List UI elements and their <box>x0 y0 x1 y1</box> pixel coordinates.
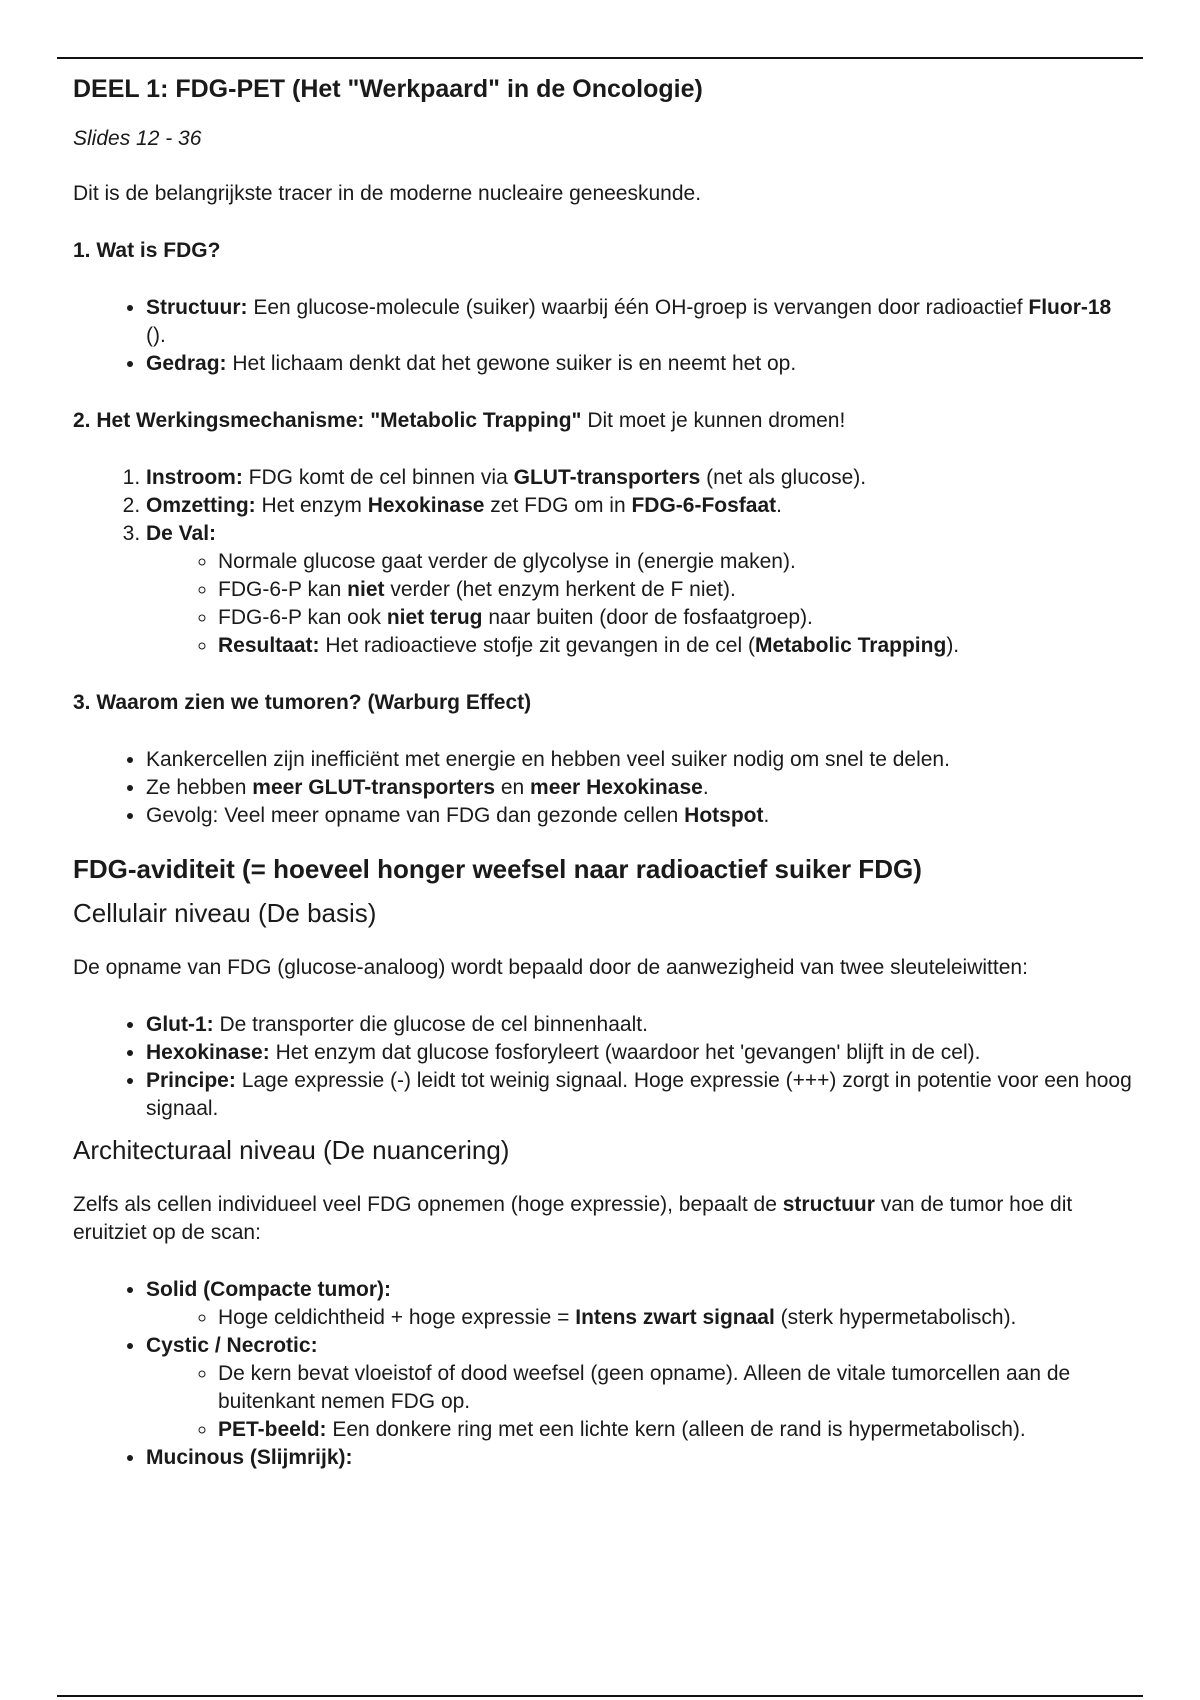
solid-sublist <box>146 1304 1133 1332</box>
heading-mechanism: 2. Het Werkingsmechanisme: "Metabolic Trapping" Dit moet je kunnen dromen! <box>73 409 846 432</box>
list-item: • Principe: Lage expressie (-) leidt tot weinig signaal. Hoge expressie (+++) zorgt in potentie voor een hoog signaal. <box>146 1067 1133 1123</box>
slides-reference: Slides 12 - 36 <box>73 127 202 150</box>
heading-warburg: 3. Waarom zien we tumoren? (Warburg Effect) <box>73 691 532 714</box>
heading-cellular-level: Cellulair niveau (De basis) <box>73 898 377 928</box>
list-item: ◦ FDG-6-P kan niet verder (het enzym herkent de F niet). <box>218 576 1133 604</box>
list-item: • Mucinous (Slijmrijk): <box>146 1444 1133 1472</box>
fdg-definition-list <box>73 294 1133 378</box>
list-item: 3. De Val: ◦ Normale glucose gaat verder de glycolyse in (energie maken). ◦ FDG-6-P kan niet verder (het enzym herkent de F niet). ◦ FDG-6-P kan ook niet terug naar buiten (door de fosfaatgroep). ◦ Resultaat: Het radioactieve stofje zit gevangen in de cel (Metabolic Trapping). <box>146 520 1133 660</box>
heading-architectural-level: Architecturaal niveau (De nuancering) <box>73 1135 510 1165</box>
architecture-list <box>73 1276 1133 1472</box>
trap-sublist <box>146 548 1133 660</box>
top-rule <box>57 57 1143 59</box>
cellular-intro: De opname van FDG (glucose-analoog) wordt bepaald door de aanwezigheid van twee sleuteleiwitten: <box>73 956 1028 979</box>
list-item: ◦ PET-beeld: Een donkere ring met een lichte kern (alleen de rand is hypermetabolisch). <box>218 1416 1133 1444</box>
list-item: 1. Instroom: FDG komt de cel binnen via GLUT-transporters (net als glucose). <box>146 464 1133 492</box>
list-item: • Glut-1: De transporter die glucose de cel binnenhaalt. <box>146 1011 1133 1039</box>
list-item: • Gevolg: Veel meer opname van FDG dan gezonde cellen Hotspot. <box>146 802 1133 830</box>
list-item: ◦ De kern bevat vloeistof of dood weefsel (geen opname). Alleen de vitale tumorcellen aan de buitenkant nemen FDG op. <box>218 1360 1133 1416</box>
architectural-intro: Zelfs als cellen individueel veel FDG opnemen (hoge expressie), bepaalt de structuur van de tumor hoe dit eruitziet op de scan: <box>73 1193 1073 1244</box>
list-item: • Structuur: Een glucose-molecule (suiker) waarbij één OH-groep is vervangen door radioactief Fluor-18 (). <box>146 294 1133 350</box>
section-title: DEEL 1: FDG-PET (Het "Werkpaard" in de Oncologie) <box>73 75 703 103</box>
list-item: • Cystic / Necrotic: ◦ De kern bevat vloeistof of dood weefsel (geen opname). Alleen de vitale tumorcellen aan de buitenkant nemen FDG op. ◦ PET-beeld: Een donkere ring met een lichte kern (alleen de rand is hypermetabolisch). <box>146 1332 1133 1444</box>
warburg-list <box>73 746 1133 830</box>
list-item: ◦ Resultaat: Het radioactieve stofje zit gevangen in de cel (Metabolic Trapping). <box>218 632 1133 660</box>
bottom-rule <box>57 1695 1143 1697</box>
heading-what-is-fdg: 1. Wat is FDG? <box>73 239 221 262</box>
cystic-sublist <box>146 1360 1133 1444</box>
list-item: • Kankercellen zijn inefficiënt met energie en hebben veel suiker nodig om snel te delen. <box>146 746 1133 774</box>
list-item: • Ze hebben meer GLUT-transporters en meer Hexokinase. <box>146 774 1133 802</box>
list-item: ◦ Hoge celdichtheid + hoge expressie = Intens zwart signaal (sterk hypermetabolisch). <box>218 1304 1133 1332</box>
cellular-list <box>73 1011 1133 1123</box>
list-item: ◦ FDG-6-P kan ook niet terug naar buiten (door de fosfaatgroep). <box>218 604 1133 632</box>
heading-fdg-avidity: FDG-aviditeit (= hoeveel honger weefsel naar radioactief suiker FDG) <box>73 854 922 884</box>
list-item: ◦ Normale glucose gaat verder de glycolyse in (energie maken). <box>218 548 1133 576</box>
document-page <box>73 70 1133 1472</box>
mechanism-steps <box>73 464 1133 660</box>
intro-paragraph: Dit is de belangrijkste tracer in de moderne nucleaire geneeskunde. <box>73 182 702 205</box>
list-item: • Solid (Compacte tumor): ◦ Hoge celdichtheid + hoge expressie = Intens zwart signaal (sterk hypermetabolisch). <box>146 1276 1133 1332</box>
list-item: • Gedrag: Het lichaam denkt dat het gewone suiker is en neemt het op. <box>146 350 1133 378</box>
list-item: • Hexokinase: Het enzym dat glucose fosforyleert (waardoor het 'gevangen' blijft in de cel). <box>146 1039 1133 1067</box>
list-item: 2. Omzetting: Het enzym Hexokinase zet FDG om in FDG-6-Fosfaat. <box>146 492 1133 520</box>
